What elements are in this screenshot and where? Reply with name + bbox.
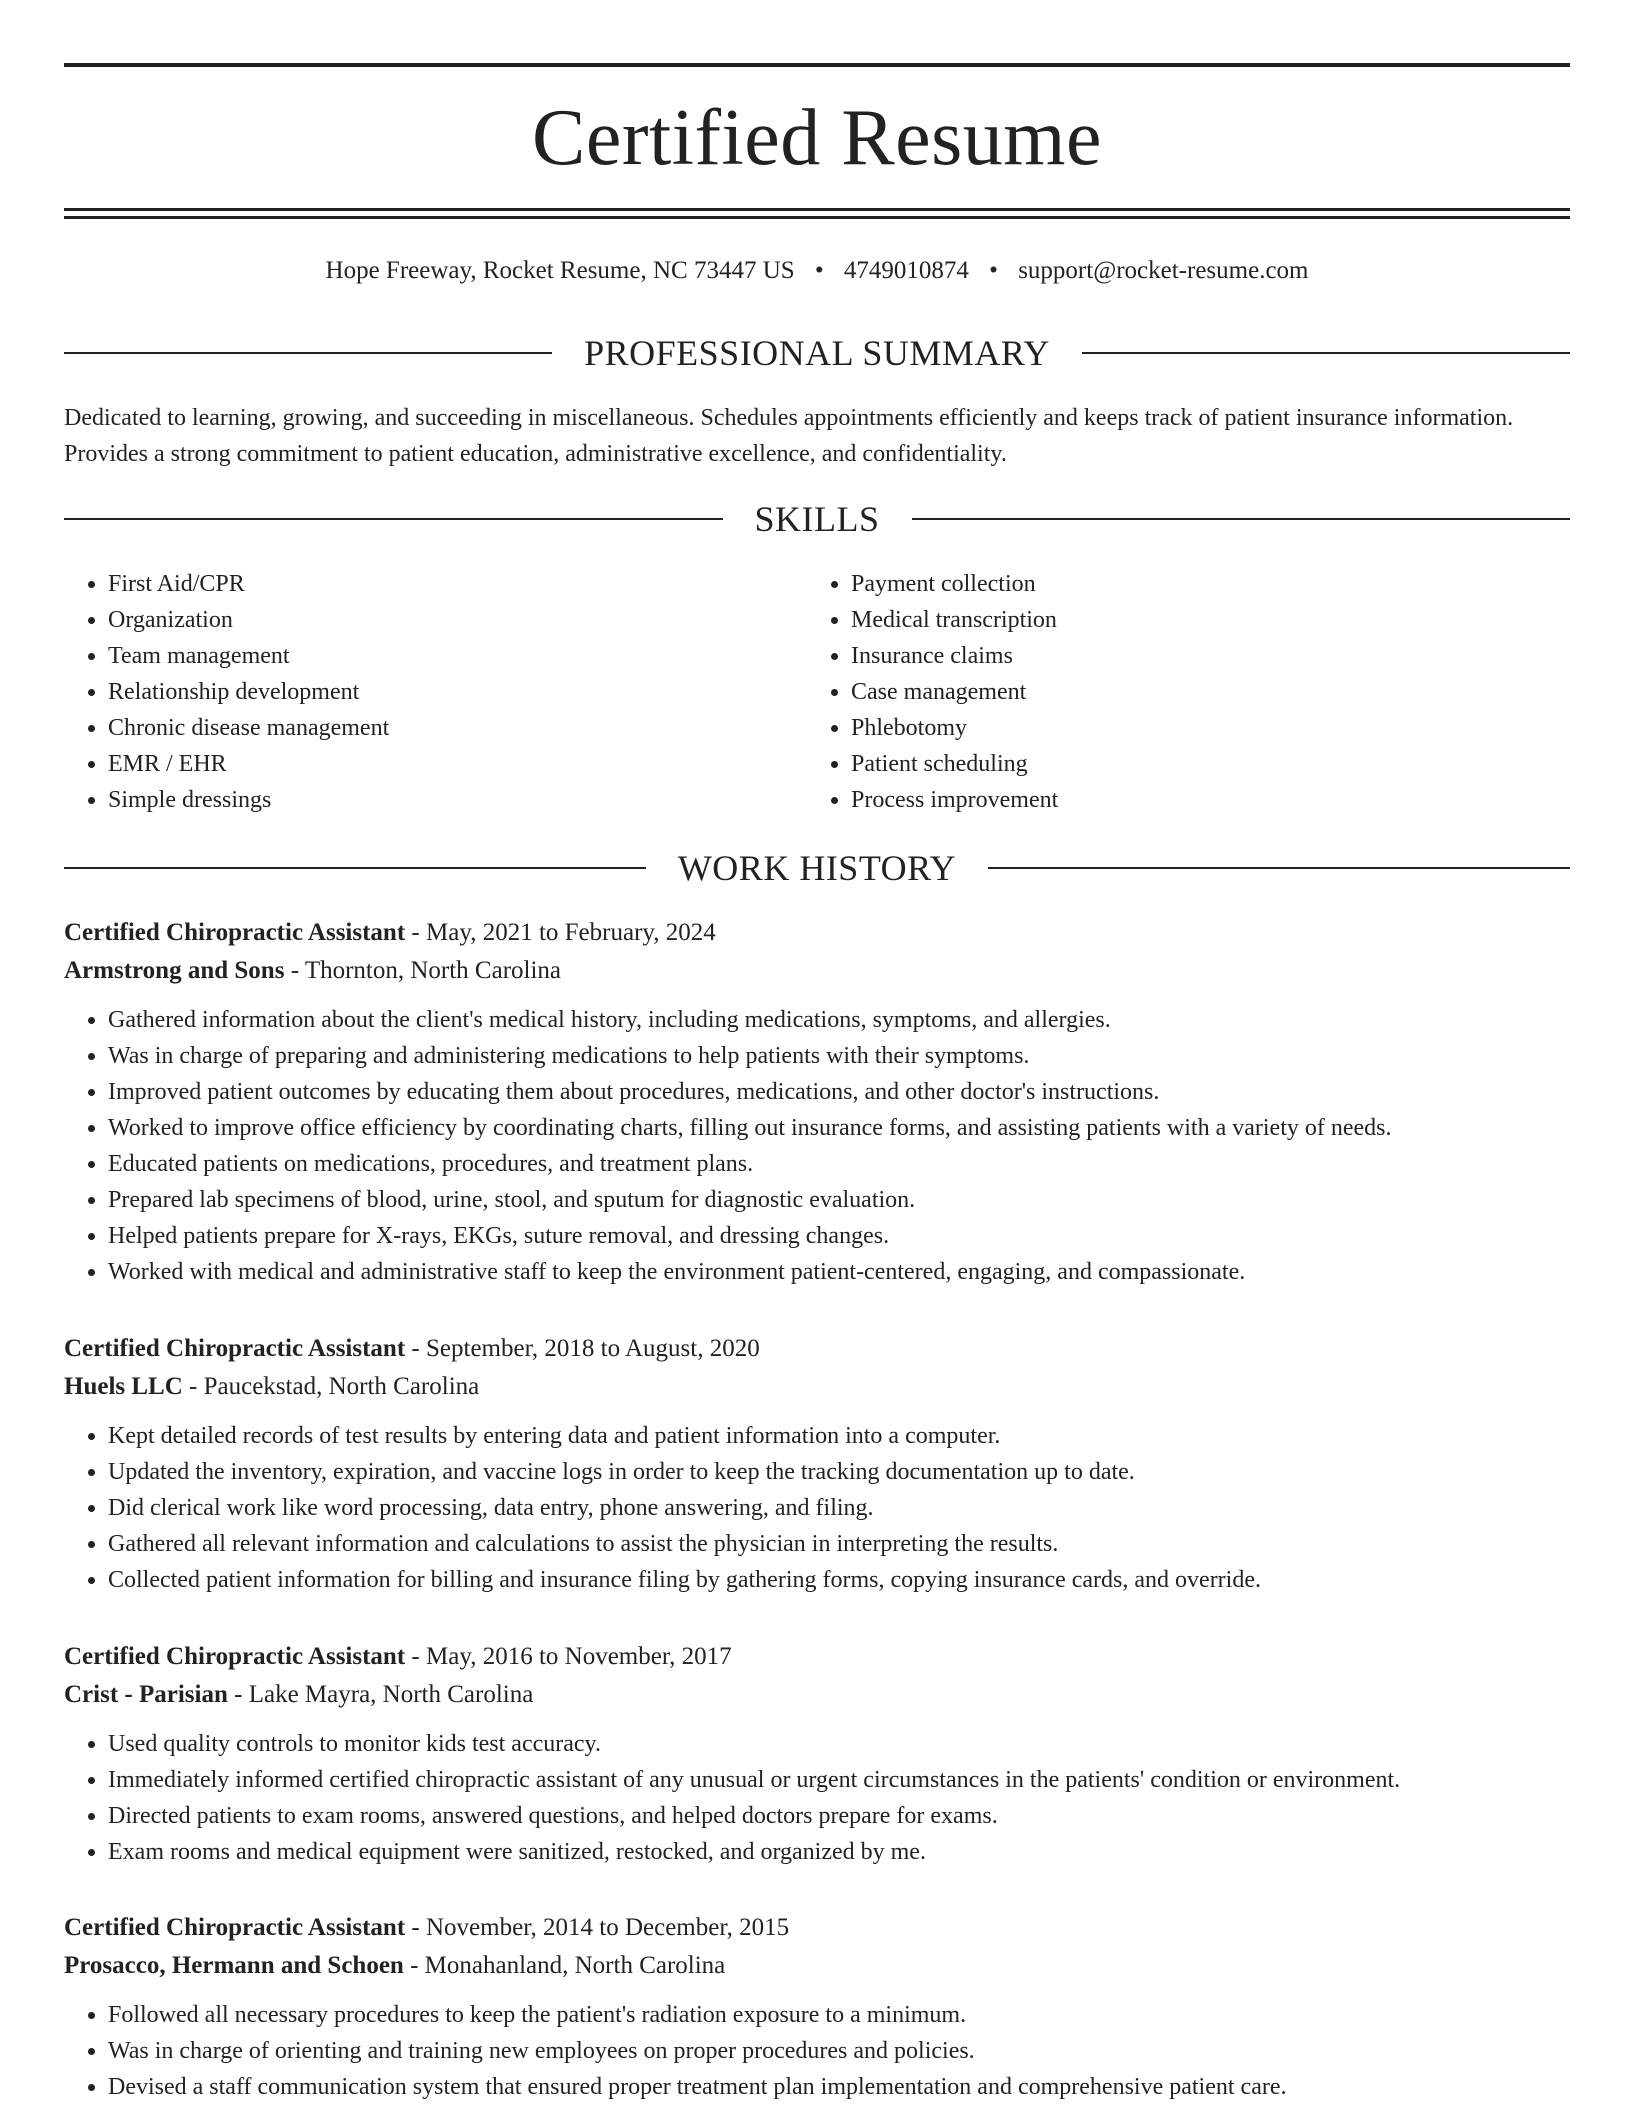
job-bullet: • Prepared lab specimens of blood, urine, stool, and sputum for diagnostic evaluation. <box>108 1182 1570 1218</box>
job-company: Huels LLC <box>64 1373 183 1400</box>
job-bullet: • Directed patients to exam rooms, answered questions, and helped doctors prepare for exams. <box>108 1798 1570 1834</box>
summary-heading-title: PROFESSIONAL SUMMARY <box>584 333 1050 373</box>
skills-heading <box>64 497 1570 541</box>
job-bullet: • Kept detailed records of test results by entering data and patient information into a computer. <box>108 1418 1570 1454</box>
job-title: Certified Chiropractic Assistant <box>64 1643 406 1670</box>
job-company-line: Armstrong and Sons - Thornton, North Carolina <box>64 957 562 984</box>
skill-item: • EMR / EHR <box>108 746 807 782</box>
job-bullet: • Worked to improve office efficiency by coordinating charts, filling out insurance forms, and assisting patients with a variety of needs. <box>108 1110 1570 1146</box>
job-title-line: Certified Chiropractic Assistant - September, 2018 to August, 2020 <box>64 1335 760 1362</box>
skills-heading-title: SKILLS <box>754 499 880 539</box>
job-bullets <box>64 1997 1570 2105</box>
skill-item: • Medical transcription <box>851 602 1550 638</box>
job-bullet: • Gathered all relevant information and calculations to assist the physician in interpreting the results. <box>108 1526 1570 1562</box>
job-bullet: • Worked with medical and administrative staff to keep the environment patient-centered, engaging, and compassionate. <box>108 1254 1570 1290</box>
contact-separator: • <box>814 257 824 284</box>
job-company-line: Huels LLC - Paucekstad, North Carolina <box>64 1373 480 1400</box>
job-bullet: • Immediately informed certified chiropractic assistant of any unusual or urgent circumstances in the patients' condition or environment. <box>108 1762 1570 1798</box>
skill-item: • Simple dressings <box>108 782 807 818</box>
skill-item: • Payment collection <box>851 566 1550 602</box>
job-entry <box>64 1909 1570 2105</box>
job-bullets <box>64 1002 1570 1290</box>
job-company: Armstrong and Sons <box>64 957 285 984</box>
heading-rule <box>64 352 552 354</box>
contact-line <box>64 254 1570 288</box>
job-bullet: • Educated patients on medications, procedures, and treatment plans. <box>108 1146 1570 1182</box>
job-company: Prosacco, Hermann and Schoen <box>64 1952 404 1979</box>
heading-rule <box>988 867 1570 869</box>
work-heading-title: WORK HISTORY <box>677 848 957 888</box>
skill-item: • First Aid/CPR <box>108 566 807 602</box>
job-title-line: Certified Chiropractic Assistant - November, 2014 to December, 2015 <box>64 1914 790 1941</box>
skill-item: • Insurance claims <box>851 638 1550 674</box>
skills-list <box>64 566 1570 818</box>
top-rule <box>64 63 1570 67</box>
header-rule-upper <box>64 208 1570 211</box>
work-heading <box>64 846 1570 890</box>
job-dates: May, 2016 to November, 2017 <box>426 1643 732 1670</box>
job-bullet: • Helped patients prepare for X-rays, EKGs, suture removal, and dressing changes. <box>108 1218 1570 1254</box>
job-company: Crist - Parisian <box>64 1681 228 1708</box>
job-bullet: • Was in charge of orienting and training new employees on proper procedures and policies. <box>108 2033 1570 2069</box>
skills-column-right <box>807 566 1550 818</box>
job-dates: May, 2021 to February, 2024 <box>426 919 716 946</box>
job-location: Thornton, North Carolina <box>304 957 562 984</box>
contact-separator: • <box>989 257 998 284</box>
contact-phone: 4749010874 <box>843 257 969 284</box>
job-bullet: • Collected patient information for billing and insurance filing by gathering forms, copying insurance cards, and override. <box>108 1562 1570 1598</box>
job-bullet: • Did clerical work like word processing, data entry, phone answering, and filing. <box>108 1490 1570 1526</box>
resume-name: Certified Resume <box>531 94 1103 182</box>
job-bullet: • Improved patient outcomes by educating them about procedures, medications, and other doctor's instructions. <box>108 1074 1570 1110</box>
job-location: Monahanland, North Carolina <box>424 1952 726 1979</box>
skill-item: • Chronic disease management <box>108 710 807 746</box>
summary-text: Dedicated to learning, growing, and succeeding in miscellaneous. Schedules appointments efficiently and keeps track of patient insurance information. Provides a strong commitment to patient education, administrative excellence, and confidentiality. <box>64 405 1514 467</box>
job-entry <box>64 914 1570 1290</box>
job-title: Certified Chiropractic Assistant <box>64 919 406 946</box>
skill-item: • Team management <box>108 638 807 674</box>
job-bullet: • Gathered information about the client's medical history, including medications, symptoms, and allergies. <box>108 1002 1570 1038</box>
job-location: Paucekstad, North Carolina <box>203 1373 480 1400</box>
skills-column-left <box>64 566 807 818</box>
skill-item: • Phlebotomy <box>851 710 1550 746</box>
job-company-line: Prosacco, Hermann and Schoen - Monahanland, North Carolina <box>64 1952 726 1979</box>
heading-rule <box>1082 352 1570 354</box>
skill-item: • Relationship development <box>108 674 807 710</box>
job-bullet: • Used quality controls to monitor kids test accuracy. <box>108 1726 1570 1762</box>
job-entry <box>64 1330 1570 1598</box>
job-title: Certified Chiropractic Assistant <box>64 1335 406 1362</box>
header-rule-lower <box>64 216 1570 219</box>
contact-email: support@rocket-resume.com <box>1018 257 1309 284</box>
heading-rule <box>912 518 1571 520</box>
job-dates: November, 2014 to December, 2015 <box>426 1914 790 1941</box>
job-bullet: • Followed all necessary procedures to keep the patient's radiation exposure to a minimum. <box>108 1997 1570 2033</box>
job-title-line: Certified Chiropractic Assistant - May, 2016 to November, 2017 <box>64 1643 732 1670</box>
job-title-line: Certified Chiropractic Assistant - May, 2021 to February, 2024 <box>64 919 716 946</box>
job-entry <box>64 1638 1570 1870</box>
job-title: Certified Chiropractic Assistant <box>64 1914 406 1941</box>
skill-item: • Process improvement <box>851 782 1550 818</box>
contact-address: Hope Freeway, Rocket Resume, NC 73447 US <box>325 257 795 284</box>
heading-rule <box>64 867 646 869</box>
summary-heading <box>64 331 1570 375</box>
job-bullets <box>64 1418 1570 1598</box>
skill-item: • Patient scheduling <box>851 746 1550 782</box>
job-company-line: Crist - Parisian - Lake Mayra, North Carolina <box>64 1681 534 1708</box>
job-bullet: • Updated the inventory, expiration, and vaccine logs in order to keep the tracking documentation up to date. <box>108 1454 1570 1490</box>
job-dates: September, 2018 to August, 2020 <box>426 1335 760 1362</box>
heading-rule <box>64 518 723 520</box>
skill-item: • Case management <box>851 674 1550 710</box>
job-bullets <box>64 1726 1570 1870</box>
job-bullet: • Was in charge of preparing and administering medications to help patients with their symptoms. <box>108 1038 1570 1074</box>
skill-item: • Organization <box>108 602 807 638</box>
job-location: Lake Mayra, North Carolina <box>248 1681 534 1708</box>
job-bullet: • Devised a staff communication system that ensured proper treatment plan implementation and comprehensive patient care. <box>108 2069 1570 2105</box>
job-bullet: • Exam rooms and medical equipment were sanitized, restocked, and organized by me. <box>108 1834 1570 1870</box>
